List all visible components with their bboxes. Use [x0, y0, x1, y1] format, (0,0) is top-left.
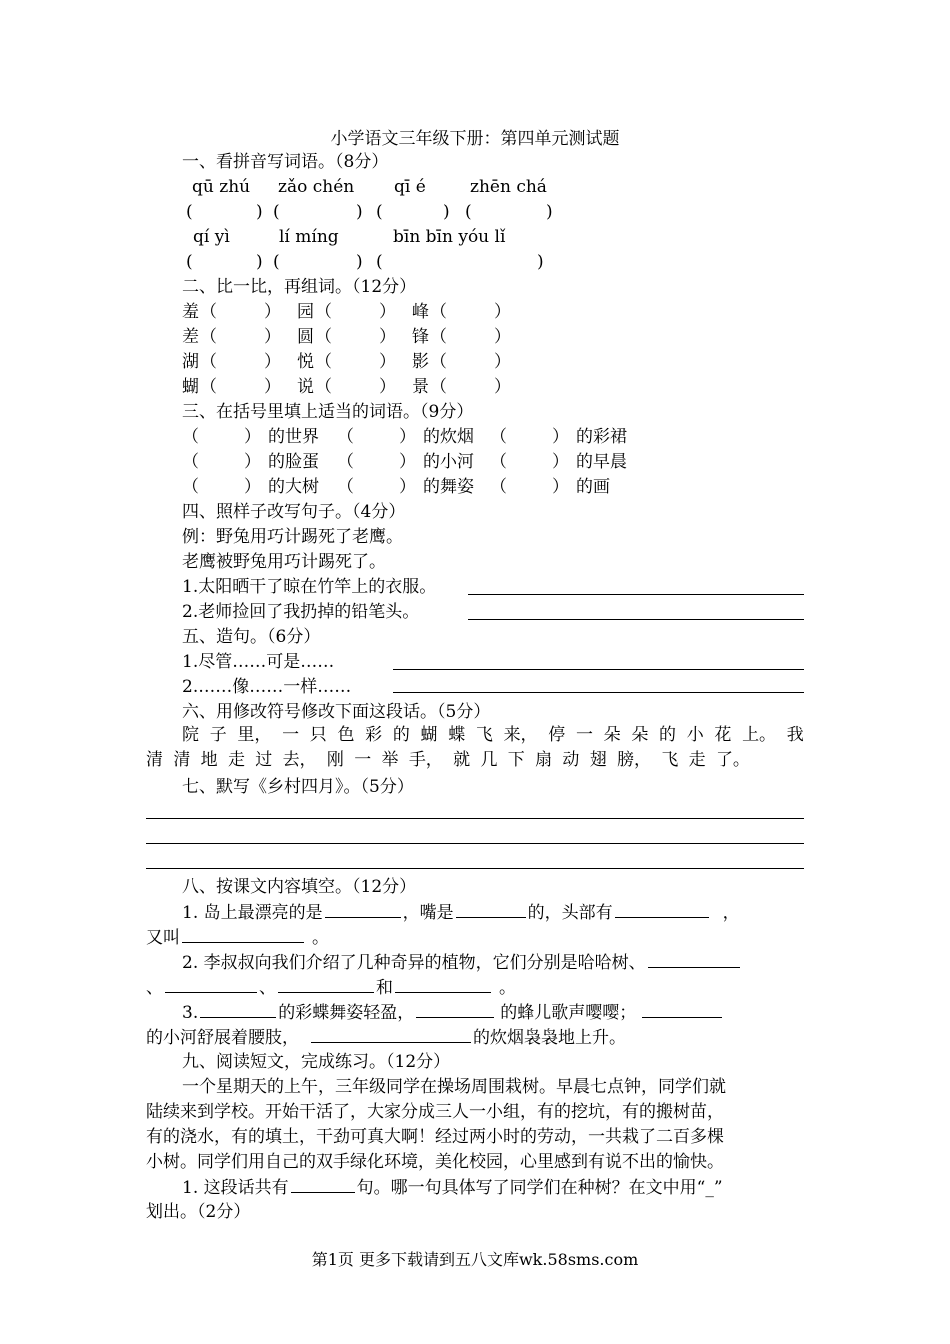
paragraph-char: 花: [714, 725, 732, 745]
example-answer: 老鹰被野兔用巧计踢死了。: [182, 552, 386, 572]
q-text: 的小河舒展着腰肢，: [146, 1028, 299, 1048]
compare-char: 羞: [182, 302, 199, 322]
q-text: 、: [259, 978, 276, 998]
paragraph-char: 就: [453, 750, 471, 770]
paragraph-char: 刚: [326, 750, 344, 770]
paragraph-char: 去，: [282, 750, 317, 770]
blank[interactable]: [648, 951, 740, 968]
poem-line[interactable]: [146, 868, 804, 869]
paren-open: （: [337, 427, 354, 447]
paragraph-char: 蝴: [420, 725, 438, 745]
phrase-suffix: 的早晨: [576, 452, 627, 472]
paragraph-char: 飞: [475, 725, 493, 745]
answer-paren-close: ): [356, 202, 363, 222]
paragraph-char: 举: [381, 750, 399, 770]
pinyin-4: zhēn chá: [470, 177, 547, 197]
paragraph-char: 走: [227, 750, 245, 770]
paren-open: （: [490, 477, 507, 497]
paren-open: （: [315, 302, 332, 322]
edit-paragraph-line-2: [146, 748, 750, 773]
paren-open: （: [182, 427, 199, 447]
answer-paren-open: (: [186, 252, 193, 272]
q-text: 又叫: [146, 928, 180, 948]
blank[interactable]: [278, 976, 374, 993]
sentence-question-2: 2.……像……一样……: [182, 677, 352, 697]
paren-open: （: [315, 327, 332, 347]
rewrite-question-2: 2.老师捡回了我扔掉的铅笔头。: [182, 602, 420, 622]
pinyin-7: bīn bīn yóu lǐ: [393, 227, 506, 247]
page-title: 小学语文三年级下册：第四单元测试题: [330, 129, 620, 149]
blank[interactable]: [615, 901, 709, 918]
paragraph-char: 色: [337, 725, 355, 745]
section-5-heading: 五、造句。（6分）: [182, 627, 321, 647]
fill-question-2-cont: [146, 976, 516, 999]
reading-question-1: [182, 1176, 723, 1199]
phrase-suffix: 的小河: [423, 452, 474, 472]
paren-close: ）: [379, 352, 396, 372]
blank[interactable]: [395, 976, 491, 993]
pinyin-5: qí yì: [193, 227, 230, 247]
blank[interactable]: [291, 1176, 355, 1193]
paragraph-char: 一: [575, 725, 593, 745]
paren-open: （: [430, 327, 447, 347]
phrase-suffix: 的舞姿: [423, 477, 474, 497]
section-3-heading: 三、在括号里填上适当的词语。（9分）: [182, 402, 474, 422]
edit-paragraph-line-1: [182, 723, 804, 748]
section-4-heading: 四、照样子改写句子。（4分）: [182, 502, 406, 522]
blank[interactable]: [182, 926, 304, 943]
paren-close: ）: [494, 302, 511, 322]
q-text: ，: [722, 903, 740, 923]
paren-open: （: [490, 427, 507, 447]
phrase-suffix: 的脸蛋: [268, 452, 319, 472]
section-9-heading: 九、阅读短文，完成练习。（12分）: [182, 1052, 451, 1072]
answer-line[interactable]: [468, 619, 804, 620]
answer-paren-close: ): [256, 252, 263, 272]
paragraph-char: 的: [392, 725, 410, 745]
paren-open: （: [430, 352, 447, 372]
paren-close: ）: [264, 377, 281, 397]
answer-paren-close: ): [537, 252, 544, 272]
paren-close: ）: [379, 327, 396, 347]
paren-close: ）: [399, 477, 416, 497]
q-text: 。: [312, 928, 329, 948]
answer-paren-open: (: [376, 202, 383, 222]
paren-open: （: [315, 352, 332, 372]
paragraph-char: 来，: [503, 725, 538, 745]
compare-char: 蝴: [182, 377, 199, 397]
paragraph-char: 下: [507, 750, 525, 770]
answer-paren-open: (: [376, 252, 383, 272]
paren-close: ）: [379, 302, 396, 322]
paren-close: ）: [494, 327, 511, 347]
section-8-heading: 八、按课文内容填空。（12分）: [182, 877, 417, 897]
blank[interactable]: [642, 1001, 722, 1018]
fill-question-3-cont: [146, 1026, 626, 1049]
compare-char: 说: [297, 377, 314, 397]
blank[interactable]: [311, 1026, 471, 1043]
paren-open: （: [430, 302, 447, 322]
paren-close: ）: [244, 452, 261, 472]
paren-close: ）: [244, 477, 261, 497]
paren-close: ）: [244, 427, 261, 447]
q-text: 3.: [182, 1003, 199, 1023]
phrase-suffix: 的炊烟: [423, 427, 474, 447]
example-sentence: 例：野兔用巧计踢死了老鹰。: [182, 527, 403, 547]
answer-paren-close: ): [443, 202, 450, 222]
paren-close: ）: [552, 477, 569, 497]
paragraph-char: 了。: [715, 750, 750, 770]
q-text: 1. 岛上最漂亮的是: [182, 903, 323, 923]
fill-question-2: [182, 951, 742, 974]
fill-question-3: [182, 1001, 724, 1024]
paragraph-char: 我: [786, 725, 804, 745]
paragraph-char: 小: [686, 725, 704, 745]
answer-paren-close: ): [356, 252, 363, 272]
paragraph-char: 子: [209, 725, 227, 745]
q-text: 句。哪一句具体写了同学们在种树？在文中用“_”: [356, 1178, 723, 1198]
paragraph-char: 蝶: [448, 725, 466, 745]
pinyin-6: lí míng: [279, 227, 339, 247]
answer-paren-open: (: [273, 202, 280, 222]
compare-char: 峰: [412, 302, 429, 322]
poem-line[interactable]: [146, 818, 804, 819]
pinyin-1: qū zhú: [192, 177, 251, 197]
paragraph-char: 一: [354, 750, 372, 770]
section-2-heading: 二、比一比，再组词。（12分）: [182, 277, 417, 297]
answer-paren-close: ): [256, 202, 263, 222]
q-text: 1. 这段话共有: [182, 1178, 289, 1198]
phrase-suffix: 的彩裙: [576, 427, 627, 447]
paragraph-char: 清: [173, 750, 191, 770]
paragraph-char: 彩: [365, 725, 383, 745]
paragraph-char: 动: [562, 750, 580, 770]
paragraph-char: 的: [659, 725, 676, 745]
paren-open: （: [430, 377, 447, 397]
passage-line: 陆续来到学校。开始干活了，大家分成三人一小组，有的挖坑，有的搬树苗，: [146, 1102, 724, 1122]
paren-open: （: [490, 452, 507, 472]
paragraph-char: 翅: [589, 750, 607, 770]
compare-char: 园: [297, 302, 314, 322]
blank[interactable]: [200, 1001, 276, 1018]
paren-close: ）: [264, 302, 281, 322]
q-text: 的彩蝶舞姿轻盈，: [278, 1003, 415, 1023]
paragraph-char: 上。: [742, 725, 777, 745]
compare-char: 景: [412, 377, 429, 397]
compare-char: 影: [412, 352, 429, 372]
phrase-suffix: 的大树: [268, 477, 319, 497]
paragraph-char: 清: [146, 750, 163, 770]
answer-line[interactable]: [393, 692, 804, 693]
q-text: ，嘴是: [402, 903, 454, 923]
paragraph-char: 院: [182, 725, 199, 745]
q-text: 、: [146, 978, 163, 998]
paren-open: （: [315, 377, 332, 397]
paragraph-char: 扇: [535, 750, 553, 770]
paragraph-char: 只: [309, 725, 327, 745]
passage-line: 有的浇水，有的填土，干劲可真大啊！经过两小时的劳动，一共栽了二百多棵: [146, 1127, 724, 1147]
pinyin-3: qī é: [394, 177, 426, 197]
paragraph-char: 地: [200, 750, 218, 770]
fill-question-1-cont: [146, 926, 329, 949]
paragraph-char: 走: [688, 750, 706, 770]
paren-close: ）: [399, 452, 416, 472]
answer-paren-close: ): [546, 202, 553, 222]
q-text: 。: [499, 978, 516, 998]
paragraph-char: 朵: [631, 725, 649, 745]
paragraph-char: 飞: [661, 750, 679, 770]
paragraph-char: 膀，: [617, 750, 651, 770]
paragraph-char: 里，: [237, 725, 272, 745]
q-text: 2. 李叔叔向我们介绍了几种奇异的植物，它们分别是哈哈树、: [182, 953, 646, 973]
paragraph-char: 停: [548, 725, 566, 745]
paren-close: ）: [379, 377, 396, 397]
section-6-heading: 六、用修改符号修改下面这段话。（5分）: [182, 702, 491, 722]
q-text: 的炊烟袅袅地上升。: [473, 1028, 626, 1048]
answer-line[interactable]: [393, 669, 804, 670]
q-text: 和: [376, 978, 393, 998]
paragraph-char: 朵: [603, 725, 621, 745]
q-text: 的蜂儿歌声嘤嘤；: [500, 1003, 637, 1023]
answer-line[interactable]: [468, 594, 804, 595]
passage-line: 小树。同学们用自己的双手绿化环境，美化校园，心里感到有说不出的愉快。: [146, 1152, 724, 1172]
fill-question-1: [182, 901, 740, 924]
paragraph-char: 几: [480, 750, 498, 770]
compare-char: 锋: [412, 327, 429, 347]
section-1-heading: 一、看拼音写词语。（8分）: [182, 152, 389, 172]
paragraph-char: 手，: [408, 750, 443, 770]
paren-open: （: [182, 452, 199, 472]
paren-close: ）: [399, 427, 416, 447]
paren-close: ）: [264, 352, 281, 372]
blank[interactable]: [325, 901, 401, 918]
poem-line[interactable]: [146, 843, 804, 844]
compare-char: 圆: [297, 327, 314, 347]
paren-open: （: [200, 327, 217, 347]
paren-open: （: [182, 477, 199, 497]
paren-open: （: [337, 452, 354, 472]
paren-open: （: [200, 302, 217, 322]
section-7-heading: 七、默写《乡村四月》。（5分）: [182, 777, 414, 797]
blank[interactable]: [416, 1001, 494, 1018]
paragraph-char: 一: [282, 725, 300, 745]
reading-question-1-cont: 划出。（2分）: [146, 1202, 251, 1222]
blank[interactable]: [456, 901, 526, 918]
sentence-question-1: 1.尽管……可是……: [182, 652, 335, 672]
paren-close: ）: [494, 377, 511, 397]
passage-line: 一个星期天的上午，三年级同学在操场周围栽树。早晨七点钟，同学们就: [182, 1077, 726, 1097]
compare-char: 湖: [182, 352, 199, 372]
paren-close: ）: [494, 352, 511, 372]
answer-paren-open: (: [465, 202, 472, 222]
blank[interactable]: [165, 976, 257, 993]
paren-close: ）: [552, 427, 569, 447]
page-footer: 第1页 更多下载请到五八文库wk.58sms.com: [311, 1250, 639, 1269]
paren-close: ）: [552, 452, 569, 472]
paren-close: ）: [264, 327, 281, 347]
compare-char: 差: [182, 327, 199, 347]
paren-open: （: [200, 352, 217, 372]
paragraph-char: 过: [255, 750, 273, 770]
phrase-suffix: 的画: [576, 477, 610, 497]
paren-open: （: [337, 477, 354, 497]
answer-paren-open: (: [273, 252, 280, 272]
pinyin-2: zǎo chén: [278, 177, 355, 197]
answer-paren-open: (: [186, 202, 193, 222]
paren-open: （: [200, 377, 217, 397]
compare-char: 悦: [297, 352, 314, 372]
q-text: 的，头部有: [527, 903, 613, 923]
rewrite-question-1: 1.太阳晒干了晾在竹竿上的衣服。: [182, 577, 437, 597]
phrase-suffix: 的世界: [268, 427, 319, 447]
